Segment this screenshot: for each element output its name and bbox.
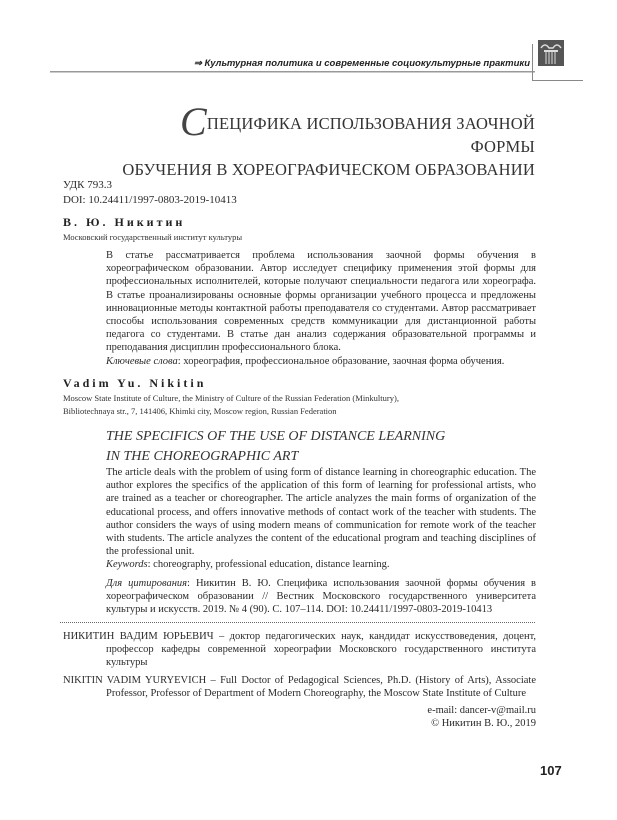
column-logo-icon: [538, 40, 564, 66]
article-meta: [63, 178, 237, 208]
author-bio-ru: НИКИТИН ВАДИМ ЮРЬЕВИЧ – доктор педагогических наук, кандидат искусствоведения, доцент, профессор кафедры современной хореографии Московского государственного института культуры: [63, 631, 536, 669]
article-title-en: [106, 427, 445, 466]
page-number: 107: [540, 763, 562, 778]
title-en-line-1: THE SPECIFICS OF THE USE OF DISTANCE LEARNING: [106, 429, 446, 444]
keywords-ru: [106, 355, 536, 368]
keywords-label: Keywords: [106, 559, 148, 570]
footnote-divider: [60, 622, 535, 623]
article-title: [120, 99, 535, 181]
title-line-2: ОБУЧЕНИЯ В ХОРЕОГРАФИЧЕСКОМ ОБРАЗОВАНИИ: [122, 160, 535, 179]
keywords-text: : choreography, professional education, distance learning.: [147, 559, 390, 570]
author-en: Vadim Yu. Nikitin: [63, 376, 207, 390]
keywords-en: [106, 558, 536, 571]
header-rule: [50, 71, 535, 73]
udk: УДК 793.3: [63, 179, 113, 191]
author-bio-en: NIKITIN VADIM YURYEVICH – Full Doctor of Pedagogical Sciences, Ph.D. (History of Arts), Associate Professor, Professor of Department of Modern Choreography, the Moscow State Institute of Culture: [63, 675, 536, 700]
affiliation-en-line-1: Moscow State Institute of Culture, the Ministry of Culture of the Russian Federation (Minkultury),: [63, 393, 399, 403]
keywords-label: Ключевые слова: [106, 356, 178, 367]
author-ru: В. Ю. Никитин: [63, 215, 186, 229]
running-header: [60, 58, 530, 69]
title-line-1: ПЕЦИФИКА ИСПОЛЬЗОВАНИЯ ЗАОЧНОЙ ФОРМЫ: [206, 114, 535, 156]
section-title: Культурная политика и современные социокультурные практики: [204, 58, 530, 69]
copyright: © Никитин В. Ю., 2019: [431, 718, 536, 730]
affiliation-ru: Московский государственный институт культуры: [63, 232, 243, 242]
email-link[interactable]: e-mail: dancer-v@mail.ru: [427, 705, 536, 716]
doi: DOI: 10.24411/1997-0803-2019-10413: [63, 194, 237, 206]
citation: [106, 577, 536, 617]
arrow-icon: ⇒: [193, 58, 202, 69]
affiliation-en-line-2: Bibliotechnaya str., 7, 141406, Khimki city, Moscow region, Russian Federation: [63, 405, 337, 416]
keywords-text: : хореография, профессиональное образование, заочная форма обучения.: [177, 356, 505, 367]
affiliation-en: [63, 392, 399, 417]
author-contacts: [300, 704, 536, 730]
title-en-line-2: IN THE CHOREOGRAPHIC ART: [106, 448, 299, 464]
abstract-en: The article deals with the problem of using form of distance learning in choreographic education. The author explores the specifics of the application of this form of learning for professional artists, who are trained as a teacher or choreographer. The article analyzes the main forms of organization of the educational process, and offers innovative methods of contact work of the teacher with students. The author considers the ways of using modern means of communication for remote work of the teacher with students. The article analyzes the content of the educational program and teaching disciplines of the professional unit.: [106, 467, 536, 558]
title-initial: С: [179, 99, 207, 144]
citation-label: Для цитирования: [106, 578, 188, 589]
citation-text: : Никитин В. Ю. Специфика использования заочной формы обучения в хореографическом образовании // Вестник Московского государственного университета культуры и искусств. 2019. № 4 (90). С. 107–114. DOI: 10.24411/1997-0803-2019-10413: [106, 578, 536, 616]
abstract-ru: В статье рассматривается проблема использования заочной формы обучения в хореографическом образовании. Автор исследует специфику применения этой формы для профессиональных исполнителей, которые получают специальности педагога или хореографа. В статье проанализированы основные формы организации учебного процесса и предложены инновационные методы контактной работы преподавателя со студентами. Автор рассматривает способы использования современных средств коммуникации для дистанционной работы педагога со студентами. В статье дан анализ содержания образовательной программы и преподавания дисциплин профессионального блока.: [106, 250, 536, 354]
